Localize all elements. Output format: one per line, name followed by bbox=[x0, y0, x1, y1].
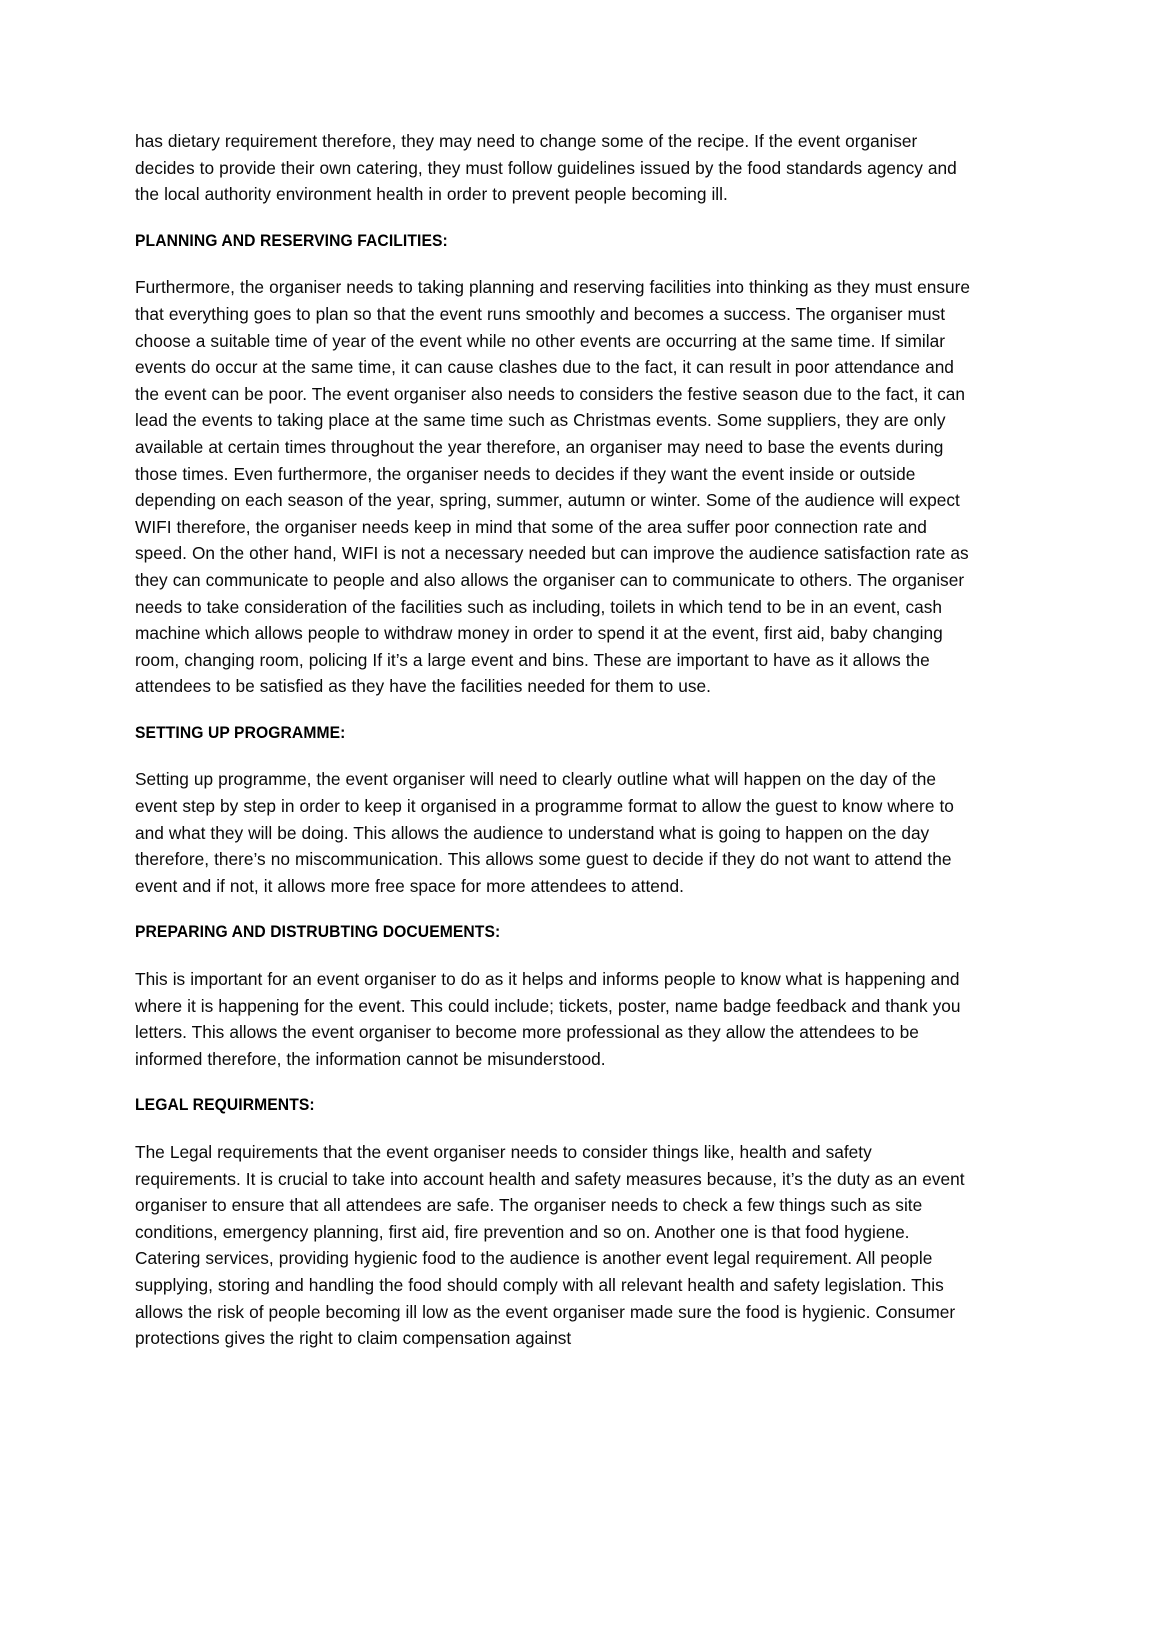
paragraph-preparing-and-distrubting-docuements: This is important for an event organiser to do as it helps and informs people to know what is happening and where it is happening for the event. This could include; tickets, poster, name badge feedback and thank you letters. This allows the event organiser to become more professional as they allow the attendees to be informed therefore, the information cannot be misunderstood. bbox=[135, 969, 961, 1069]
heading-legal-requirments: LEGAL REQUIRMENTS: bbox=[135, 1096, 315, 1115]
heading-setting-up-programme: SETTING UP PROGRAMME: bbox=[135, 723, 346, 742]
paragraph-catering-continuation: has dietary requirement therefore, they may need to change some of the recipe. If the event organiser decides to provide their own catering, they must follow guidelines issued by the food standards agency and the local authority environment health in order to prevent people becoming ill. bbox=[135, 131, 957, 205]
document-text-column bbox=[135, 128, 975, 1352]
paragraph-legal-requirments: The Legal requirements that the event organiser needs to consider things like, health and safety requirements. It is crucial to take into account health and safety measures because, it’s the duty as an event organiser to ensure that all attendees are safe. The organiser needs to check a few things such as site conditions, emergency planning, first aid, fire prevention and so on. Another one is that food hygiene. Catering services, providing hygienic food to the audience is another event legal requirement. All people supplying, storing and handling the food should comply with all relevant health and safety legislation. This allows the risk of people becoming ill low as the event organiser made sure the food is hygienic. Consumer protections gives the right to claim compensation against bbox=[135, 1142, 965, 1349]
paragraph-planning-and-reserving-facilities: Furthermore, the organiser needs to taking planning and reserving facilities into thinking as they must ensure that everything goes to plan so that the event runs smoothly and becomes a success. The organiser must choose a suitable time of year of the event while no other events are occurring at the same time. If similar events do occur at the same time, it can cause clashes due to the fact, it can result in poor attendance and the event can be poor. The event organiser also needs to considers the festive season due to the fact, it can lead the events to taking place at the same time such as Christmas events. Some suppliers, they are only available at certain times throughout the year therefore, an organiser may need to base the events during those times. Even furthermore, the organiser needs to decides if they want the event inside or outside depending on each season of the year, spring, summer, autumn or winter. Some of the audience will expect WIFI therefore, the organiser needs keep in mind that some of the area suffer poor connection rate and speed. On the other hand, WIFI is not a necessary needed but can improve the audience satisfaction rate as they can communicate to people and also allows the organiser can to communicate to others. The organiser needs to take consideration of the facilities such as including, toilets in which tend to be in an event, cash machine which allows people to withdraw money in order to spend it at the event, first aid, baby changing room, changing room, policing If it’s a large event and bins. These are important to have as it allows the attendees to be satisfied as they have the facilities needed for them to use. bbox=[135, 277, 971, 697]
heading-planning-and-reserving-facilities: PLANNING AND RESERVING FACILITIES: bbox=[135, 231, 448, 250]
heading-preparing-and-distrubting-docuements: PREPARING AND DISTRUBTING DOCUEMENTS: bbox=[135, 923, 501, 942]
paragraph-setting-up-programme: Setting up programme, the event organiser will need to clearly outline what will happen on the day of the event step by step in order to keep it organised in a programme format to allow the guest to know where to and what they will be doing. This allows the audience to understand what is going to happen on the day therefore, there’s no miscommunication. This allows some guest to decide if they do not want to attend the event and if not, it allows more free space for more attendees to attend. bbox=[135, 769, 954, 896]
